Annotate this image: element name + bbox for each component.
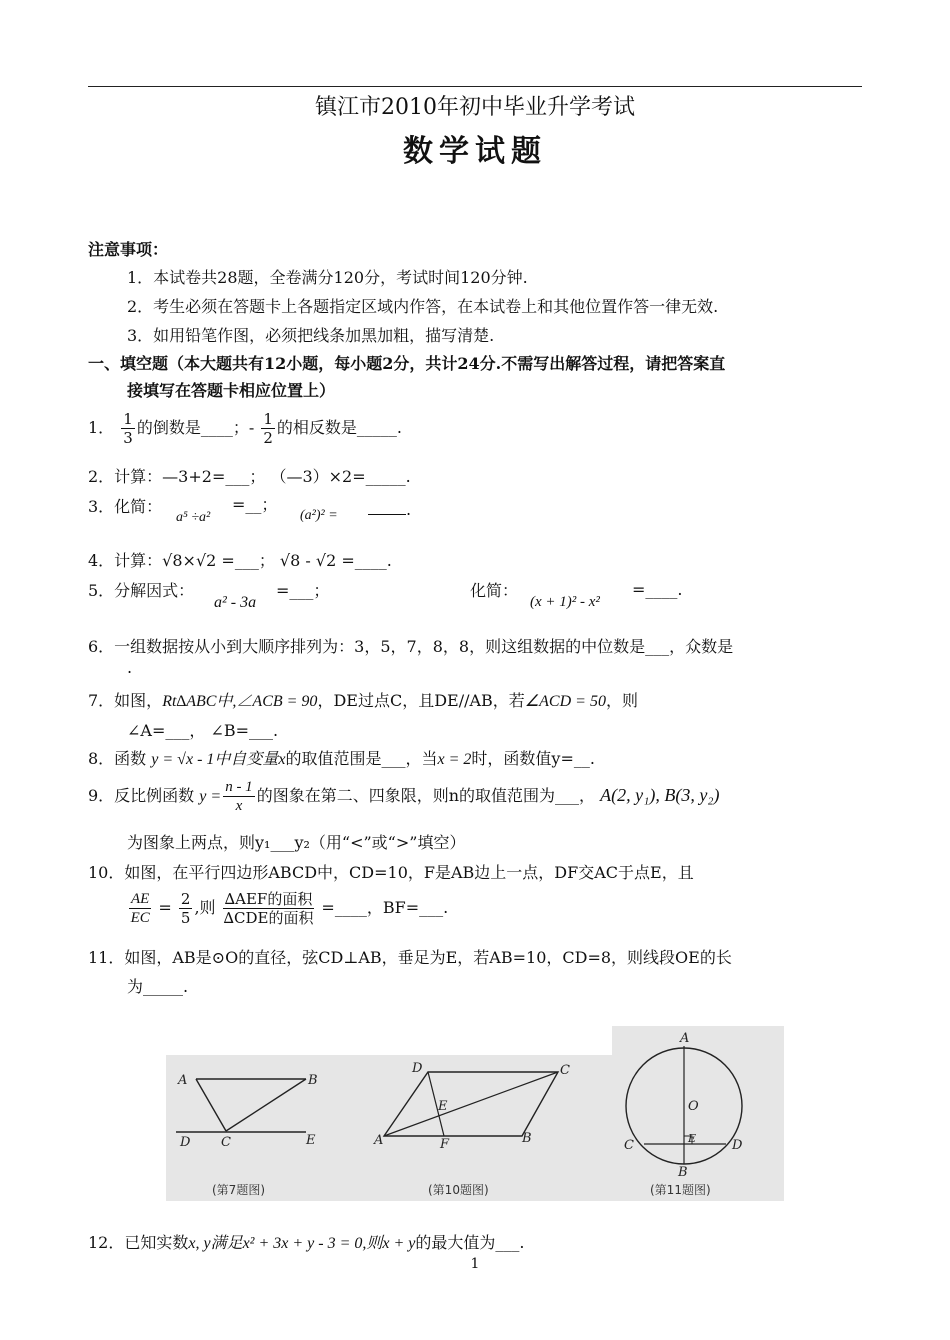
- section-heading-line2: 接填写在答题卡相应位置上）: [127, 381, 336, 400]
- question-5-answer1: =___；: [276, 581, 330, 600]
- fig7-label-E: E: [306, 1133, 316, 1148]
- notice-item-1: 1．本试卷共28题，全卷满分120分，考试时间120分钟.: [127, 268, 528, 287]
- notice-item-2: 2．考生必须在答题卡上各题指定区域内作答，在本试卷上和其他位置作答一律无效.: [127, 297, 719, 316]
- question-3-label: 3．化简：: [88, 497, 163, 516]
- figure-10: [373, 1061, 570, 1197]
- page-number: 1: [470, 1256, 480, 1272]
- fig7-label-C: C: [221, 1135, 231, 1150]
- question-9-line2: 为图象上两点，则y₁___y₂（用“<”或“>”填空）: [127, 833, 466, 852]
- question-9-line1: 9．反比例函数 y = $\frac{n - 1}{x}$ 的图象在第二、四象限，则n的取值范围为___， A(2, y₁), B(3, y₂): [88, 779, 720, 814]
- question-3-end: .: [368, 500, 411, 519]
- fig11-label-B: B: [678, 1165, 688, 1180]
- fig10-label-B: B: [522, 1131, 532, 1146]
- fraction-one-third: $\frac{1}{3}$: [123, 410, 133, 447]
- figure-11: [624, 1031, 743, 1197]
- question-12: 12．已知实数x, y满足x² + 3x + y - 3 = 0,则x + y的最大值为___.: [88, 1233, 525, 1252]
- fig11-label-E: E: [688, 1132, 697, 1145]
- question-5-answer2: =____.: [632, 580, 683, 599]
- notice-item-3: 3．如用铅笔作图，必须把线条加黑加粗，描写清楚.: [127, 326, 495, 345]
- question-2: 2．计算：—3+2=___； （—3）×2=_____.: [88, 467, 411, 486]
- question-1: 1． $\frac{1}{3}$ 的倒数是____；- $\frac{1}{2}$ 的相反数是_____.: [88, 410, 402, 447]
- figure-7: [176, 1073, 318, 1197]
- question-11-line2: 为_____.: [127, 977, 189, 996]
- question-5-expr2: (x + 1)² - x²: [530, 594, 600, 610]
- question-3-answer1: =__；: [232, 495, 278, 514]
- top-rule: [88, 86, 862, 87]
- exam-subject-title: 数学试题: [403, 134, 547, 169]
- exam-title: 镇江市2010年初中毕业升学考试: [315, 95, 635, 120]
- question-10-line1: 10．如图，在平行四边形ABCD中，CD=10，F是AB边上一点，DF交AC于点E，且: [88, 863, 694, 882]
- fig10-caption: (第10题图): [428, 1183, 489, 1197]
- question-5-label2: 化简：: [470, 581, 519, 600]
- question-3-expr2: (a²)² =: [300, 508, 338, 523]
- question-11-line1: 11．如图，AB是⊙O的直径，弦CD⊥AB，垂足为E，若AB=10，CD=8，则线段OE的长: [88, 948, 732, 967]
- fraction-one-half: $\frac{1}{2}$: [263, 410, 273, 447]
- figures-svg: [166, 1026, 784, 1201]
- question-8: 8．函数 y = √x - 1中自变量x的取值范围是___，当x = 2时，函数值y=__.: [88, 749, 595, 768]
- question-7-line2: ∠A=___， ∠B=___.: [127, 721, 279, 740]
- question-4: 4．计算：√8×√2 =___； √8 - √2 =____.: [88, 551, 392, 570]
- fig11-label-D: D: [732, 1138, 743, 1153]
- question-7-line1: 7．如图，Rt∆ABC中,∠ACB = 90，DE过点C，且DE//AB，若∠ACD = 50，则: [88, 691, 638, 710]
- fig11-label-O: O: [688, 1099, 699, 1114]
- question-3-expr1: a⁵ ÷a²: [176, 510, 211, 525]
- question-6-line2: .: [127, 658, 133, 677]
- fig7-label-B: B: [308, 1073, 318, 1088]
- fig10-label-D: D: [412, 1061, 423, 1076]
- fraction-n-minus-1-over-x: $\frac{n - 1}{x}$: [225, 779, 253, 814]
- question-6-line1: 6．一组数据按从小到大顺序排列为：3，5，7，8，8，则这组数据的中位数是___，众数是: [88, 637, 734, 656]
- fig10-label-F: F: [440, 1137, 450, 1152]
- fig10-label-E: E: [438, 1099, 448, 1114]
- fig11-label-A: A: [680, 1031, 690, 1046]
- fig7-label-D: D: [180, 1135, 191, 1150]
- fig11-label-C: C: [624, 1138, 634, 1153]
- fig7-label-A: A: [178, 1073, 188, 1088]
- notice-heading: 注意事项：: [88, 240, 169, 259]
- section-heading-line1: 一、填空题（本大题共有12小题，每小题2分，共计24分.不需写出解答过程，请把答案直: [88, 354, 726, 373]
- question-5-label: 5．分解因式：: [88, 581, 195, 600]
- question-10-line2: $\frac{AE}{EC}$ = $\frac{2}{5}$ ,则 $\frac{\text{∆AEF的面积}}{\text{∆CDE的面积}}$ =____，BF=___.: [130, 890, 449, 927]
- fig7-caption: (第7题图): [212, 1183, 265, 1197]
- fig11-caption: (第11题图): [650, 1183, 711, 1197]
- question-5-expr1: a² - 3a: [214, 594, 257, 611]
- fig10-label-C: C: [560, 1063, 570, 1078]
- fig10-label-A: A: [374, 1133, 384, 1148]
